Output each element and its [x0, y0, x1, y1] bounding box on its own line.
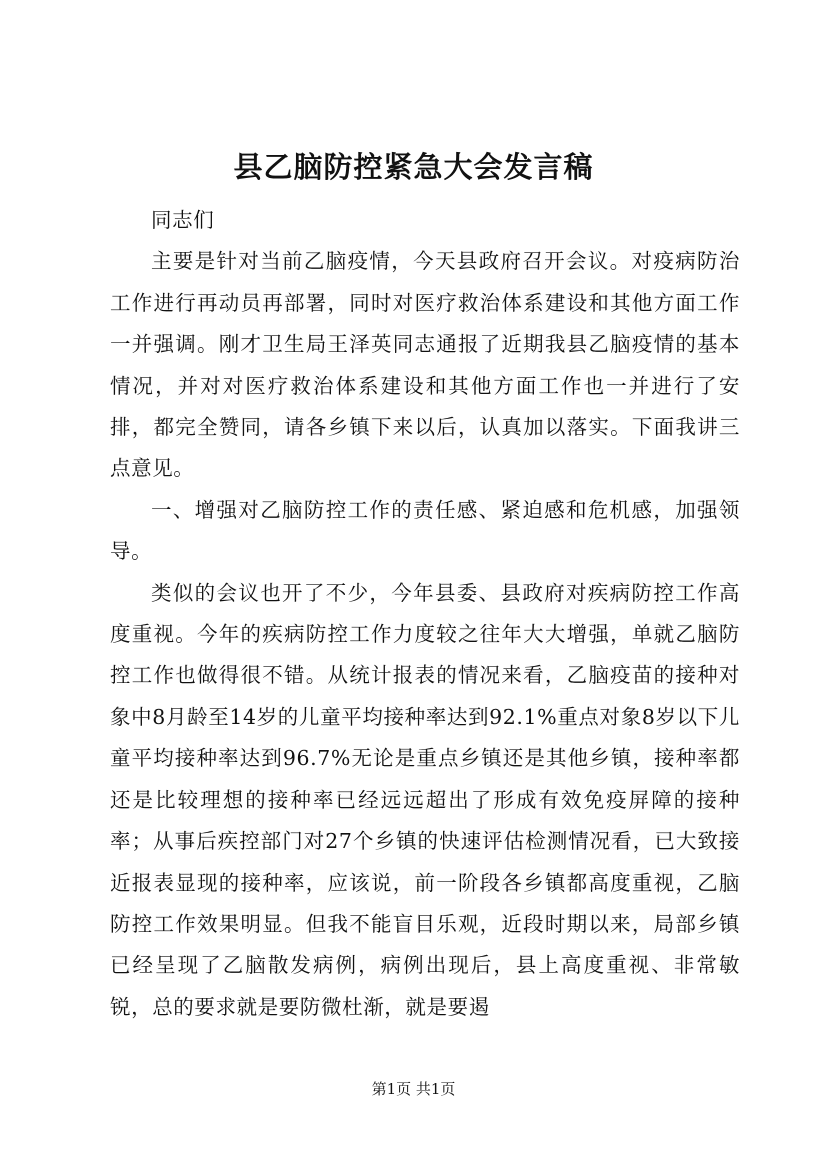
- document-title: 县乙脑防控紧急大会发言稿: [233, 150, 594, 184]
- body-paragraph: 类似的会议也开了不少，今年县委、县政府对疾病防控工作高度重视。今年的疾病防控工作力度较之往年大大增强，单就乙脑防控工作也做得很不错。从统计报表的情况来看，乙脑疫苗的接种对象中8月龄至14岁的儿童平均接种率达到92.1%重点对象8岁以下儿童平均接种率达到96.7%无论是重点乡镇还是其他乡镇，接种率都还是比较理想的接种率已经远远超出了形成有效免疫屏障的接种率；从事后疾控部门对27个乡镇的快速评估检测情况看，已大致接近报表显现的接种率，应该说，前一阶段各乡镇都高度重视，乙脑防控工作效果明显。但我不能盲目乐观，近段时期以来，局部乡镇已经呈现了乙脑散发病例，病例出现后，县上高度重视、非常敏锐，总的要求就是要防微杜渐，就是要遏: [110, 580, 740, 1019]
- salutation-paragraph: 同志们: [151, 208, 215, 232]
- page-footer: 第1页 共1页: [371, 1080, 456, 1098]
- body-paragraph: 主要是针对当前乙脑疫情，今天县政府召开会议。对疫病防治工作进行再动员再部署，同时对医疗救治体系建设和其他方面工作一并强调。刚才卫生局王泽英同志通报了近期我县乙脑疫情的基本情况，并对对医疗救治体系建设和其他方面工作也一并进行了安排，都完全赞同，请各乡镇下来以后，认真加以落实。下面我讲三点意见。: [110, 249, 740, 481]
- section-heading-paragraph: 一、增强对乙脑防控工作的责任感、紧迫感和危机感，加强领导。: [110, 497, 740, 564]
- document-body: [110, 200, 740, 1028]
